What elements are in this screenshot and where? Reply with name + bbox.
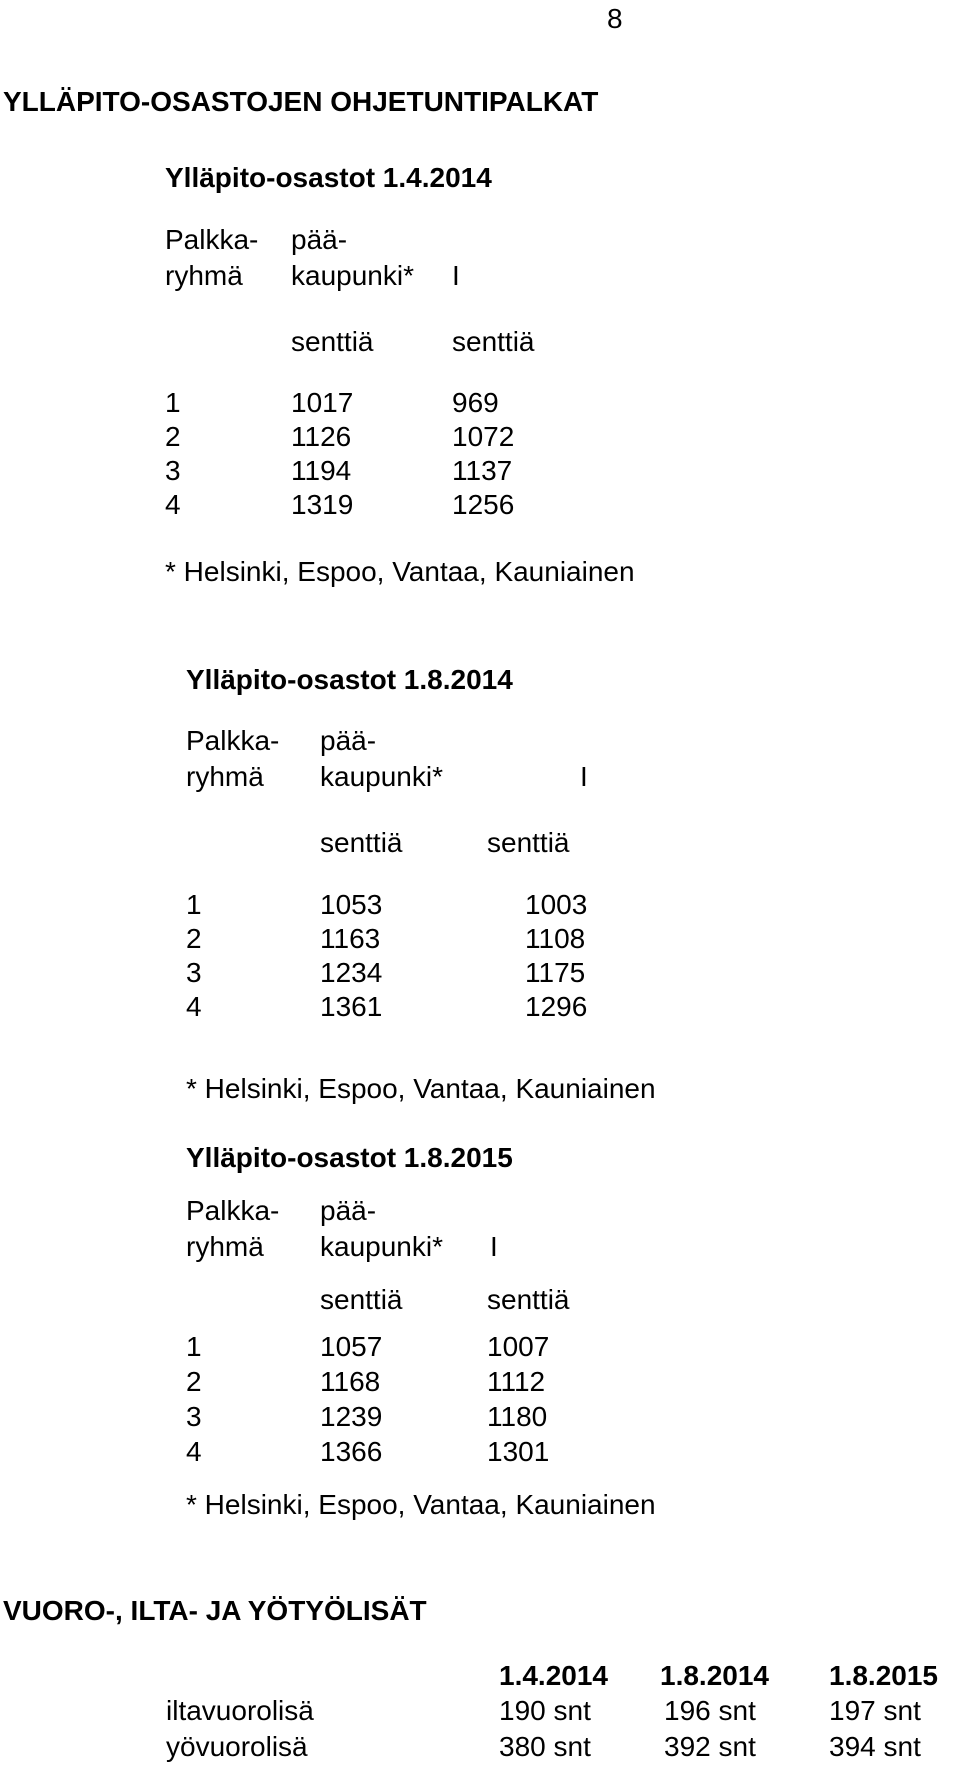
- cell-group: 2: [165, 421, 181, 452]
- cell-group: 4: [186, 991, 202, 1022]
- cell-i: 1137: [452, 455, 513, 486]
- main-heading: YLLÄPITO-OSASTOJEN OHJETUNTIPALKAT: [3, 86, 599, 117]
- cell-group: 2: [186, 1366, 202, 1397]
- column-header-date: 1.8.2015: [829, 1660, 938, 1691]
- cell-i: 1112: [487, 1366, 546, 1397]
- footnote: * Helsinki, Espoo, Vantaa, Kauniainen: [186, 1073, 656, 1104]
- footnote: * Helsinki, Espoo, Vantaa, Kauniainen: [186, 1489, 656, 1520]
- header-ryhma: ryhmä: [186, 1231, 264, 1262]
- footnote: * Helsinki, Espoo, Vantaa, Kauniainen: [165, 556, 635, 587]
- allowances-heading: VUORO-, ILTA- JA YÖTYÖLISÄT: [3, 1595, 427, 1626]
- unit-label: senttiä: [320, 1284, 403, 1315]
- cell-paakaupunki: 1319: [291, 489, 354, 520]
- cell-group: 1: [165, 387, 181, 418]
- cell-i: 969: [452, 387, 499, 418]
- section-title: Ylläpito-osastot 1.4.2014: [165, 162, 492, 193]
- unit-label: senttiä: [291, 326, 374, 357]
- cell-group: 3: [165, 455, 181, 486]
- header-paa: pää-: [291, 224, 348, 255]
- cell-i: 1003: [525, 889, 588, 920]
- cell-paakaupunki: 1053: [320, 889, 383, 920]
- header-paa: pää-: [320, 725, 377, 756]
- cell-group: 1: [186, 889, 202, 920]
- cell-paakaupunki: 1366: [320, 1436, 383, 1467]
- cell-group: 1: [186, 1331, 202, 1362]
- unit-label: senttiä: [320, 827, 403, 858]
- allowance-value: 196 snt: [664, 1695, 756, 1726]
- section-title: Ylläpito-osastot 1.8.2014: [186, 664, 513, 695]
- header-kaupunki: kaupunki*: [320, 1231, 443, 1262]
- cell-group: 3: [186, 1401, 202, 1432]
- cell-paakaupunki: 1239: [320, 1401, 383, 1432]
- cell-paakaupunki: 1017: [291, 387, 354, 418]
- page-number: 8: [607, 3, 623, 34]
- cell-paakaupunki: 1163: [320, 923, 381, 954]
- header-paa: pää-: [320, 1195, 377, 1226]
- allowance-label-iltavuorolisa: iltavuorolisä: [166, 1695, 314, 1726]
- unit-label: senttiä: [487, 1284, 570, 1315]
- cell-i: 1007: [487, 1331, 550, 1362]
- header-palkka: Palkka-: [165, 224, 259, 255]
- header-palkka: Palkka-: [186, 1195, 280, 1226]
- cell-paakaupunki: 1126: [291, 421, 352, 452]
- cell-paakaupunki: 1234: [320, 957, 383, 988]
- header-ryhma: ryhmä: [165, 260, 243, 291]
- header-palkka: Palkka-: [186, 725, 280, 756]
- cell-i: 1072: [452, 421, 515, 452]
- cell-paakaupunki: 1361: [320, 991, 383, 1022]
- cell-i: 1296: [525, 991, 588, 1022]
- cell-i: 1301: [487, 1436, 550, 1467]
- header-i: I: [490, 1231, 498, 1262]
- allowance-value: 380 snt: [499, 1731, 591, 1762]
- header-i: I: [580, 761, 588, 792]
- unit-label: senttiä: [452, 326, 535, 357]
- column-header-date: 1.8.2014: [660, 1660, 769, 1691]
- cell-group: 4: [165, 489, 181, 520]
- allowance-value: 190 snt: [499, 1695, 591, 1726]
- allowance-label-yovuorolisa: yövuorolisä: [166, 1731, 308, 1762]
- cell-i: 1256: [452, 489, 515, 520]
- cell-paakaupunki: 1194: [291, 455, 352, 486]
- cell-i: 1180: [487, 1401, 548, 1432]
- cell-group: 4: [186, 1436, 202, 1467]
- cell-i: 1175: [525, 957, 586, 988]
- cell-i: 1108: [525, 923, 586, 954]
- allowance-value: 197 snt: [829, 1695, 921, 1726]
- cell-group: 2: [186, 923, 202, 954]
- unit-label: senttiä: [487, 827, 570, 858]
- section-title: Ylläpito-osastot 1.8.2015: [186, 1142, 513, 1173]
- header-kaupunki: kaupunki*: [291, 260, 414, 291]
- column-header-date: 1.4.2014: [499, 1660, 608, 1691]
- cell-paakaupunki: 1168: [320, 1366, 381, 1397]
- cell-group: 3: [186, 957, 202, 988]
- allowance-value: 394 snt: [829, 1731, 921, 1762]
- cell-paakaupunki: 1057: [320, 1331, 383, 1362]
- allowance-value: 392 snt: [664, 1731, 756, 1762]
- header-kaupunki: kaupunki*: [320, 761, 443, 792]
- header-i: I: [452, 260, 460, 291]
- header-ryhma: ryhmä: [186, 761, 264, 792]
